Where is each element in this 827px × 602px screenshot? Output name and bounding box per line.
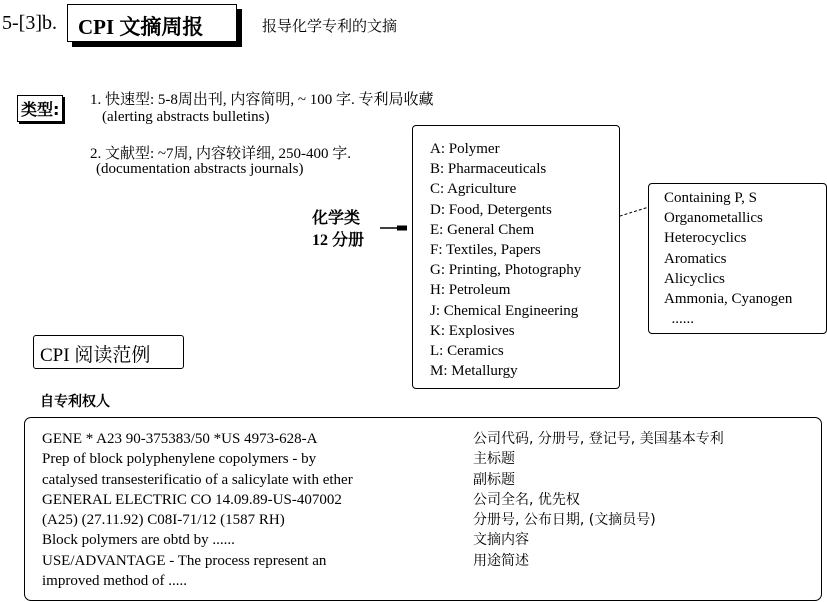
entry-note: 公司全名, 优先权 <box>473 491 580 508</box>
section-item: L: Ceramics <box>430 343 504 360</box>
example-title-box <box>33 335 184 369</box>
entry-text <box>42 429 353 591</box>
subsection-item: Aromatics <box>664 250 727 267</box>
entry-note: 副标题 <box>473 471 515 488</box>
entry-line: Prep of block polyphenylene copolymers - by <box>42 451 317 468</box>
section-item: K: Explosives <box>430 322 515 339</box>
section-item: B: Pharmaceuticals <box>430 161 547 178</box>
example-entry-box <box>24 417 822 601</box>
section-item: J: Chemical Engineering <box>430 302 579 319</box>
entry-line: GENERAL ELECTRIC CO 14.09.89-US-407002 <box>42 491 342 508</box>
section-item: F: Textiles, Papers <box>430 242 541 259</box>
subsection-item: Ammonia, Cyanogen <box>664 291 793 308</box>
chem-class-arrow-head <box>397 226 407 231</box>
type-1-line2: (alerting abstracts bulletins) <box>102 109 270 125</box>
entry-line: improved method of ..... <box>42 573 187 590</box>
section-item: C: Agriculture <box>430 181 517 198</box>
entry-note: 主标题 <box>473 451 515 468</box>
section-item: E: General Chem <box>430 221 535 238</box>
entry-line: catalysed transesterificatio of a salicylate with ether <box>42 471 353 488</box>
example-title: CPI 阅读范例 <box>40 345 151 366</box>
chem-class-label <box>312 208 364 252</box>
patentee-label: 自专利权人 <box>40 394 110 410</box>
section-item: H: Petroleum <box>430 282 511 299</box>
subsection-item: Organometallics <box>664 210 763 227</box>
entry-notes <box>473 429 724 571</box>
type-2-line2: (documentation abstracts journals) <box>96 161 304 177</box>
chem-class-line1: 化学类 <box>312 210 361 227</box>
title-box <box>67 4 237 42</box>
entry-note: 分册号, 公布日期, (文摘员号) <box>473 512 656 529</box>
type-2-line1: 2. 文献型: ~7周, 内容较详细, 250-400 字. <box>90 146 352 162</box>
entry-note: 文摘内容 <box>473 532 529 549</box>
entry-line: Block polymers are obtd by ...... <box>42 532 235 549</box>
page-title: CPI 文摘周报 <box>78 15 204 39</box>
entry-note: 用途简述 <box>473 552 529 569</box>
subsection-item: ...... <box>664 311 694 328</box>
subsections-list <box>664 188 792 329</box>
section-item: G: Printing, Photography <box>430 262 582 279</box>
entry-line: USE/ADVANTAGE - The process represent an <box>42 552 327 569</box>
sections-list <box>430 139 581 381</box>
subsection-item: Alicyclics <box>664 270 725 287</box>
subtitle: 报导化学专利的文摘 <box>262 17 398 35</box>
subsections-box <box>648 183 827 334</box>
subsection-item: Heterocyclics <box>664 230 747 247</box>
section-item: A: Polymer <box>430 141 500 157</box>
sections-box <box>412 125 620 389</box>
type-label: 类型: <box>17 95 63 122</box>
chem-class-line2: 12 分册 <box>312 232 365 249</box>
section-item: M: Metallurgy <box>430 363 518 380</box>
type-1-line1: 1. 快速型: 5-8周出刊, 内容简明, ~ 100 字. 专利局收藏 <box>90 92 434 108</box>
entry-line: (A25) (27.11.92) C08I-71/12 (1587 RH) <box>42 512 285 529</box>
section-item: D: Food, Detergents <box>430 201 552 218</box>
entry-note: 公司代码, 分册号, 登记号, 美国基本专利 <box>473 431 724 447</box>
slide-number: 5-[3]b. <box>2 12 57 34</box>
entry-line: GENE * A23 90-375383/50 *US 4973-628-A <box>42 431 318 447</box>
subsection-item: Containing P, S <box>664 190 757 206</box>
